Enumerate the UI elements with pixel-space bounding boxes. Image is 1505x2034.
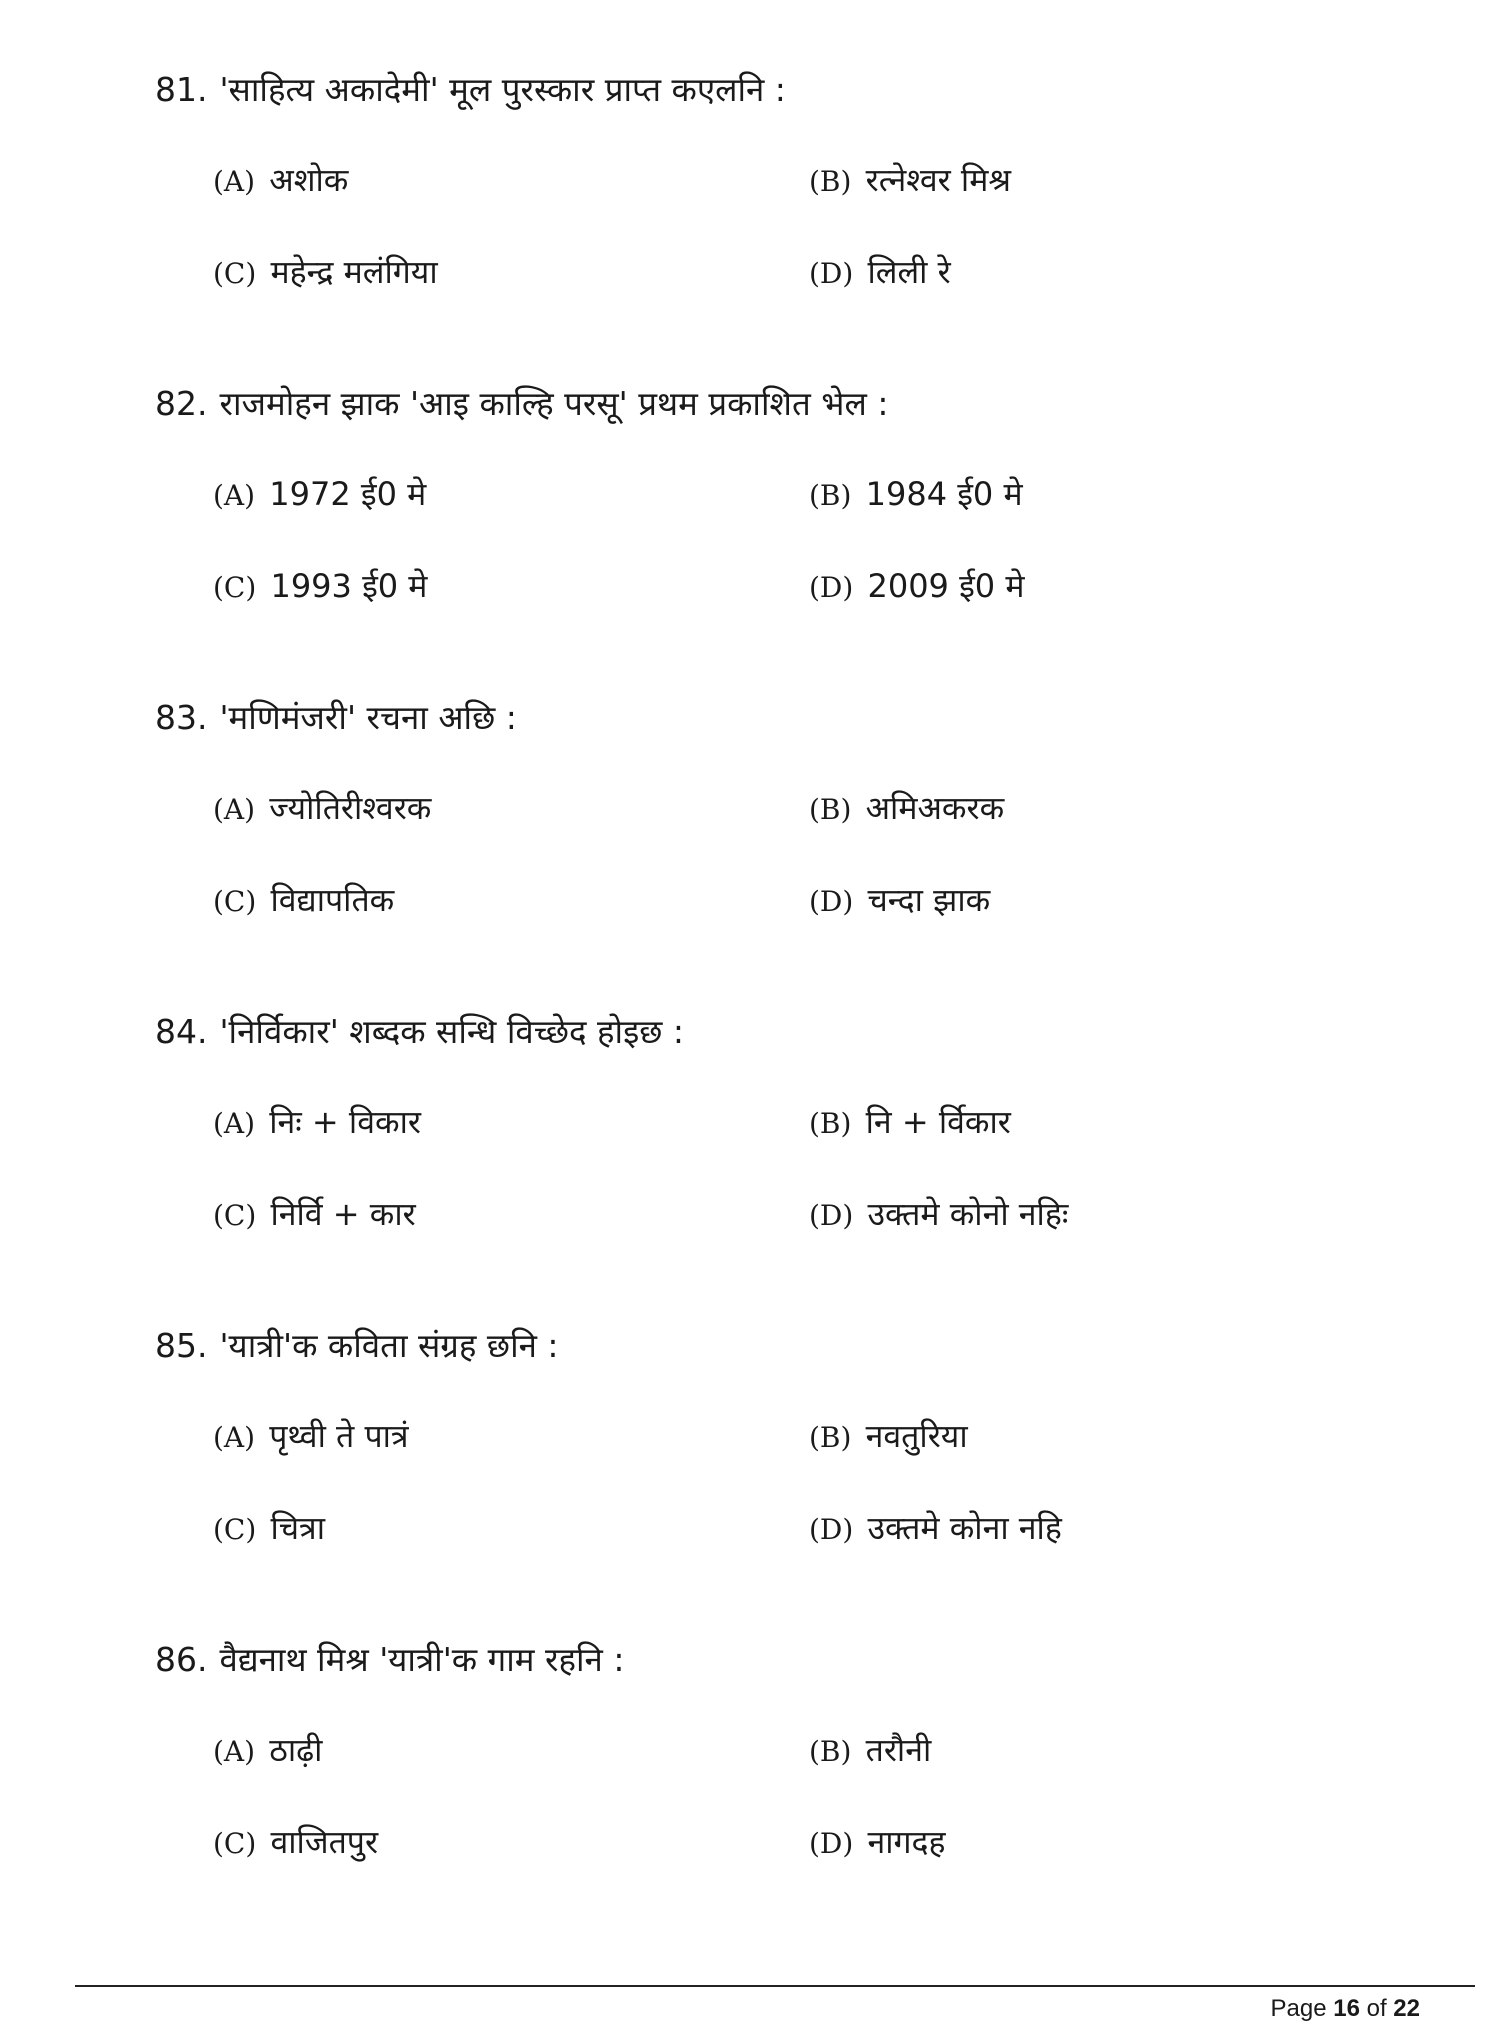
option-letter: (D) — [809, 1199, 854, 1232]
question-text: 'मणिमंजरी' रचना अछि : — [219, 698, 517, 737]
option-b[interactable] — [809, 1728, 931, 1774]
question-stem — [155, 68, 1405, 112]
option-text: 1993 ई0 मे — [270, 567, 428, 605]
option-letter: (D) — [809, 257, 854, 290]
page-of: of — [1366, 1995, 1387, 2022]
option-letter: (A) — [213, 1421, 256, 1454]
option-text: उक्तमे कोनो नहिः — [867, 1195, 1069, 1233]
option-b[interactable] — [809, 472, 1023, 518]
question-text: 'निर्विकार' शब्दक सन्धि विच्छेद होइछ : — [219, 1012, 685, 1051]
question-stem — [155, 1010, 1405, 1054]
footer-divider — [75, 1985, 1475, 1987]
option-letter: (A) — [213, 1735, 256, 1768]
option-text: चित्रा — [270, 1509, 326, 1547]
option-text: लिली रे — [867, 253, 951, 291]
option-text: रत्नेश्वर मिश्र — [865, 161, 1012, 199]
question-stem — [155, 382, 1405, 426]
option-text: पृथ्वी ते पात्रं — [269, 1417, 409, 1455]
question-number: 84. — [155, 1012, 208, 1051]
option-grid — [213, 158, 1405, 342]
option-a[interactable] — [213, 158, 348, 204]
option-letter: (C) — [213, 1199, 257, 1232]
option-grid — [213, 1100, 1405, 1284]
question-84 — [155, 1010, 1405, 1284]
option-text: चन्दा झाक — [867, 881, 991, 919]
option-letter: (B) — [809, 1107, 852, 1140]
option-letter: (C) — [213, 1827, 257, 1860]
question-85 — [155, 1324, 1405, 1598]
option-d[interactable] — [809, 1820, 946, 1866]
option-letter: (A) — [213, 793, 256, 826]
question-stem — [155, 1324, 1405, 1368]
option-letter: (C) — [213, 257, 257, 290]
option-letter: (B) — [809, 479, 852, 512]
option-c[interactable] — [213, 878, 394, 924]
question-83 — [155, 696, 1405, 970]
option-text: नि + र्विकार — [865, 1103, 1011, 1141]
question-text: 'यात्री'क कविता संग्रह छनि : — [219, 1326, 559, 1365]
option-c[interactable] — [213, 564, 427, 610]
question-text: 'साहित्य अकादेमी' मूल पुरस्कार प्राप्त कएलनि : — [219, 70, 786, 109]
question-number: 85. — [155, 1326, 208, 1365]
current-page: 16 — [1333, 1995, 1360, 2022]
option-text: 1972 ई0 मे — [269, 475, 427, 513]
question-stem — [155, 696, 1405, 740]
option-b[interactable] — [809, 786, 1004, 832]
option-c[interactable] — [213, 1820, 378, 1866]
option-a[interactable] — [213, 786, 431, 832]
question-number: 86. — [155, 1640, 208, 1679]
option-letter: (B) — [809, 165, 852, 198]
option-c[interactable] — [213, 1506, 325, 1552]
option-letter: (C) — [213, 571, 257, 604]
option-a[interactable] — [213, 1728, 322, 1774]
question-number: 82. — [155, 384, 208, 423]
option-text: उक्तमे कोना नहि — [867, 1509, 1062, 1547]
option-d[interactable] — [809, 1506, 1062, 1552]
page-prefix: Page — [1270, 1995, 1327, 2022]
option-d[interactable] — [809, 1192, 1068, 1238]
option-text: महेन्द्र मलंगिया — [270, 253, 438, 291]
option-letter: (D) — [809, 1827, 854, 1860]
option-text: अशोक — [269, 161, 349, 199]
question-text: राजमोहन झाक 'आइ काल्हि परसू' प्रथम प्रकाशित भेल : — [219, 384, 889, 423]
option-letter: (A) — [213, 1107, 256, 1140]
question-stem — [155, 1638, 1405, 1682]
option-grid — [213, 1728, 1405, 1912]
option-text: विद्यापतिक — [270, 881, 395, 919]
option-grid — [213, 472, 1405, 656]
option-a[interactable] — [213, 1414, 409, 1460]
option-letter: (B) — [809, 793, 852, 826]
option-text: ज्योतिरीश्वरक — [269, 789, 432, 827]
question-text: वैद्यनाथ मिश्र 'यात्री'क गाम रहनि : — [219, 1640, 625, 1679]
option-text: ठाढ़ी — [269, 1731, 323, 1769]
option-b[interactable] — [809, 158, 1011, 204]
option-text: अमिअकरक — [865, 789, 1005, 827]
option-letter: (D) — [809, 571, 854, 604]
question-number: 83. — [155, 698, 208, 737]
option-d[interactable] — [809, 878, 990, 924]
option-d[interactable] — [809, 250, 951, 296]
option-text: नागदह — [867, 1823, 946, 1861]
option-text: नवतुरिया — [865, 1417, 968, 1455]
option-letter: (A) — [213, 479, 256, 512]
option-letter: (D) — [809, 885, 854, 918]
option-letter: (D) — [809, 1513, 854, 1546]
option-b[interactable] — [809, 1100, 1011, 1146]
option-b[interactable] — [809, 1414, 968, 1460]
option-letter: (A) — [213, 165, 256, 198]
option-c[interactable] — [213, 250, 438, 296]
total-pages: 22 — [1393, 1995, 1420, 2022]
option-a[interactable] — [213, 1100, 421, 1146]
option-c[interactable] — [213, 1192, 416, 1238]
option-letter: (C) — [213, 1513, 257, 1546]
option-text: तरौनी — [865, 1731, 932, 1769]
option-letter: (C) — [213, 885, 257, 918]
question-86 — [155, 1638, 1405, 1912]
option-text: निः + विकार — [269, 1103, 421, 1141]
option-a[interactable] — [213, 472, 426, 518]
option-text: 1984 ई0 मे — [865, 475, 1023, 513]
question-number: 81. — [155, 70, 208, 109]
page-number — [1271, 1995, 1421, 2023]
option-letter: (B) — [809, 1421, 852, 1454]
option-letter: (B) — [809, 1735, 852, 1768]
option-grid — [213, 786, 1405, 970]
option-d[interactable] — [809, 564, 1024, 610]
option-grid — [213, 1414, 1405, 1598]
question-81 — [155, 68, 1405, 342]
option-text: 2009 ई0 मे — [867, 567, 1025, 605]
option-text: वाजितपुर — [270, 1823, 379, 1861]
option-text: निर्वि + कार — [270, 1195, 416, 1233]
question-82 — [155, 382, 1405, 656]
